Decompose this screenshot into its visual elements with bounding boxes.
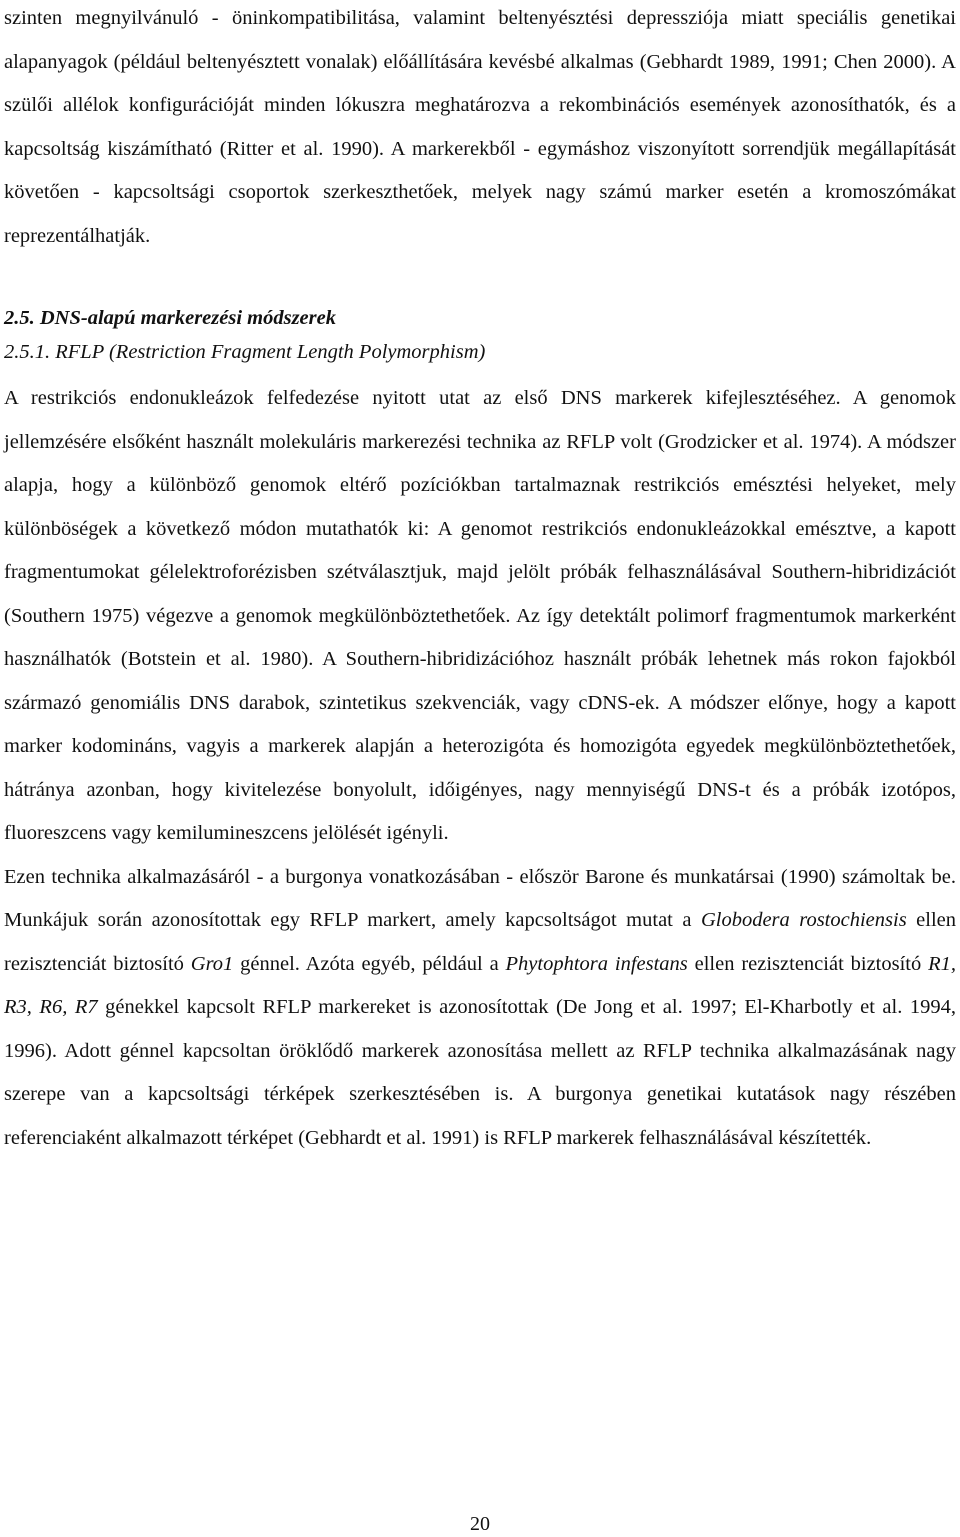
gene-names: R1, R3, R6, R7	[4, 952, 956, 1018]
species-name: Phytophtora infestans	[505, 952, 688, 975]
text-run: génekkel kapcsolt RFLP markereket is azonosítottak (De Jong et al. 1997; El-Kharbotly et al. 1994, 1996). Adott génnel kapcsoltan öröklődő markerek azonosítása mellett az RFLP technika alkalmazásának nagy szerepe van a kapcsoltsági térképek szerkesztésében is. A burgonya genetikai kutatások nagy részében referenciaként alkalmazott térképet (Gebhardt et al. 1991) is RFLP markerek felhasználásával készítették.	[4, 996, 956, 1149]
document-page	[4, 0, 956, 1160]
species-name: Globodera rostochiensis	[700, 909, 907, 931]
section-heading: 2.5. DNS-alapú markerezési módszerek	[4, 307, 336, 329]
text-run: génnel. Azóta egyéb, például a	[233, 952, 506, 975]
subsection-heading: 2.5.1. RFLP (Restriction Fragment Length Polymorphism)	[4, 341, 486, 363]
gene-name: Gro1	[190, 952, 234, 975]
paragraph-intro: szinten megnyilvánuló - öninkompatibilitása, valamint beltenyésztési depressziója miatt speciális genetikai alapanyagok (például beltenyésztett vonalak) előállítására kevésbé alkalmas (Gebhardt 1989, 1991; Chen 2000). A szülői allélok konfigurációját minden lókuszra meghatározva a rekombinációs események azonosíthatók, és a kapcsoltság kiszámítható (Ritter et al. 1990). A markerekből - egymáshoz viszonyított sorrendjük megállapítását követően - kapcsoltsági csoportok szerkeszthetőek, melyek nagy számú marker esetén a kromoszómákat reprezentálhatják.	[4, 7, 956, 247]
page-number: 20	[470, 1513, 490, 1535]
text-run: ellen rezisztenciát biztosító	[4, 909, 957, 975]
paragraph-rflp-description: A restrikciós endonukleázok felfedezése nyitott utat az első DNS markerek kifejlesztéséhez. A genomok jellemzésére elsőként használt molekuláris markerezési technika az RFLP volt (Grodzicker et al. 1974). A módszer alapja, hogy a különböző genomok eltérő pozíciókban tartalmaznak restrikciós emésztési helyeket, mely különböségek a következő módon mutathatók ki: A genomot restrikciós endonukleázokkal emésztve, a kapott fragmentumokat gélelektroforézisben szétválasztjuk, majd jelölt próbák felhasználásával Southern-hibridizációt (Southern 1975) végezve a genomok megkülönböztethetőek. Az így detektált polimorf fragmentumok markerként használhatók (Botstein et al. 1980). A Southern-hibridizációhoz használt próbák lehetnek más rokon fajokból származó genomiális DNS darabok, szintetikus szekvenciák, vagy cDNS-ek. A módszer előnye, hogy a kapott marker kodomináns, vagyis a markerek alapján a heterozigóta és homozigóta egyedek megkülönböztethetőek, hátránya azonban, hogy kivitelezése bonyolult, időigényes, nagy mennyiségű DNS-t és a próbák izotópos, fluoreszcens vagy kemilumineszcens jelölését igényli.	[4, 387, 956, 844]
paragraph-potato-rflp	[4, 856, 956, 1161]
paragraph-gap	[4, 258, 956, 301]
text-run: Ezen technika alkalmazásáról - a burgonya vonatkozásában - először Barone és munkatársai (1990) számoltak be. Munkájuk során azonosítottak egy RFLP markert, amely kapcsoltságot mutat a	[4, 865, 956, 931]
text-run: ellen rezisztenciát biztosító	[687, 952, 929, 975]
